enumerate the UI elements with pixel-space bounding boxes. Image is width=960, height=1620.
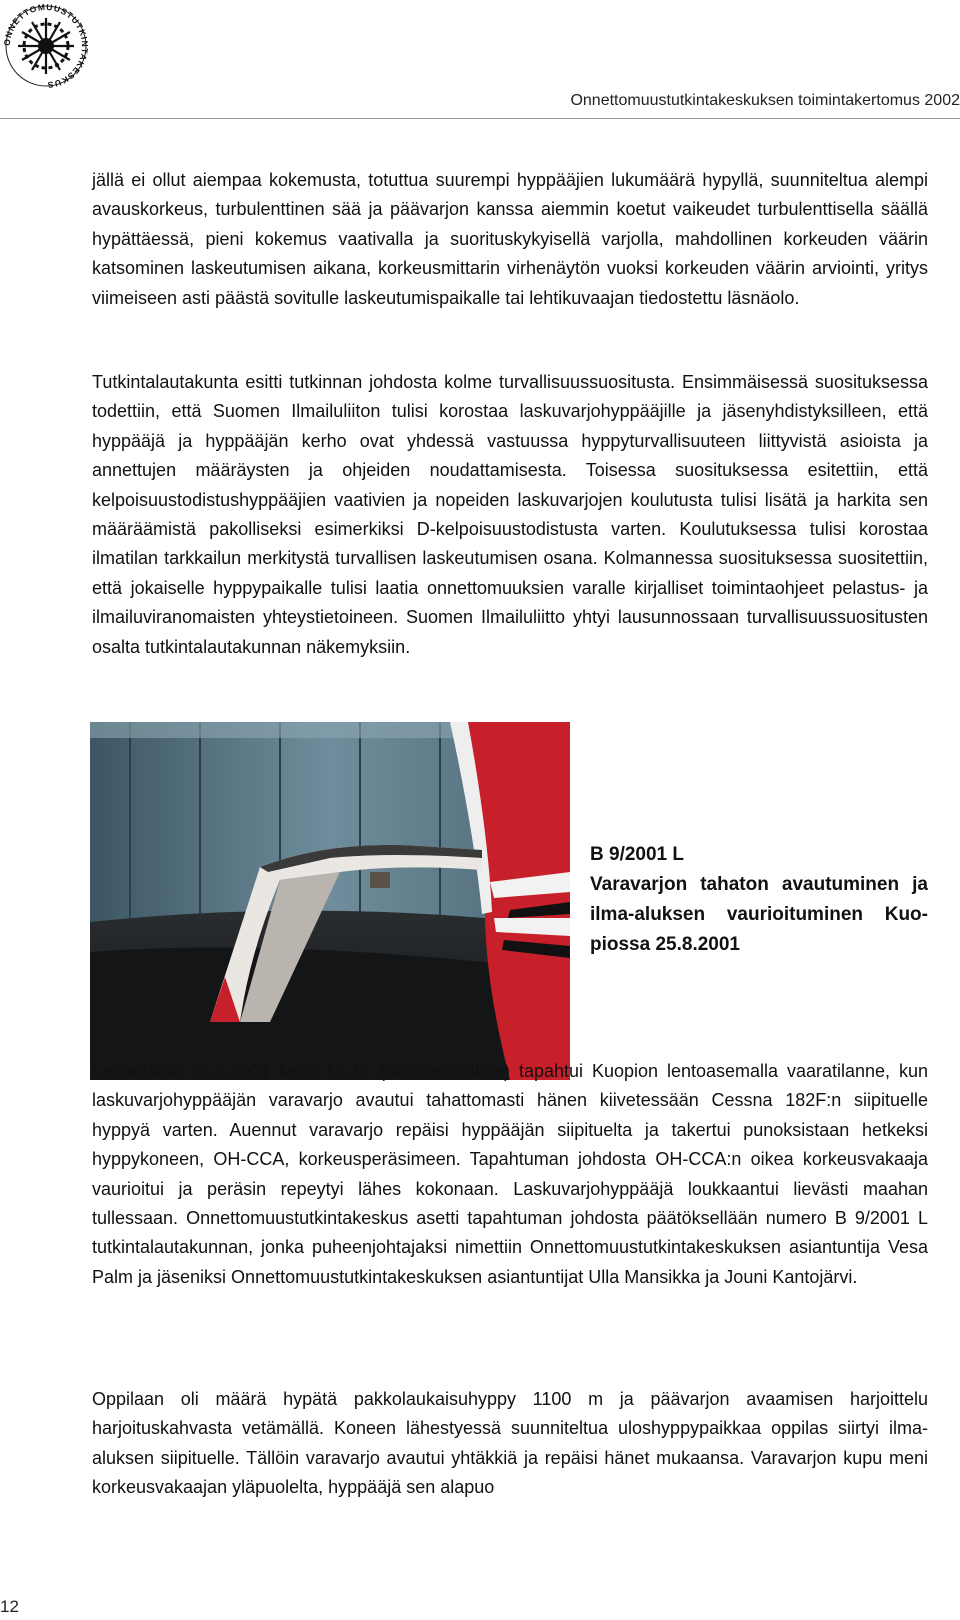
aircraft-tail-photo: [90, 722, 570, 1080]
logo-ring-text: ONNETTOMUUSTUTKINTAKESKUS: [2, 2, 90, 90]
paragraph-recommendations: Tutkintalautakunta esitti tutkinnan johdosta kolme turvallisuussuositusta. Ensimmäisessä suosituksessa todettiin, että Suomen Ilmailuliiton tulisi korostaa laskuvarjohyppääjille ja jäsenyhdistyksilleen, että hyppääjä ja hyppääjän kerho ovat yhdessä vastuussa hyppyturvallisuuteen liittyvistä asioista ja annettujen määräysten ja ohjeiden noudattamisesta. Toisessa suosituksessa esitettiin, että kelpoisuustodistushyppääjien vaativien ja nopeiden laskuvarjojen koulutusta tulisi lisätä ja harkita sen määräämistä pakolliseksi esimerkiksi D-kelpoisuustodistusta varten. Koulutuksessa tulisi korostaa ilmatilan tarkkailun merkitystä turvallisen laskeutumisen osana. Kolmannessa suosituksessa suositettiin, että jokaiselle hyppypaikalle tulisi laatia onnettomuuksien varalle kirjalliset toimintaohjeet pelastus- ja ilmailuviranomaisten yhteystietoineen. Suomen Ilmailuliitto yhtyi lausunnossaan turvallisuussuositusten osalta tutkintalautakunnan näkemyksiin.: [92, 372, 928, 657]
case-title: Varavarjon tahaton avautuminen ja ilma-aluksen vaurioituminen Kuopiossa 25.8.2001: [590, 874, 928, 955]
organization-logo: [2, 2, 90, 90]
circular-sunburst-logo-icon: [2, 2, 90, 90]
paragraph-causes: jällä ei ollut aiempaa kokemusta, totuttua suurempi hyppääjien lukumäärä hypyllä, suunniteltua alempi avauskorkeus, turbulenttinen sää ja päävarjon kanssa aiemmin koetut vaikeudet turbulenttisella säällä hypättäessä, pieni kokemus vaativalla ja suorituskykyisellä varjolla, mahdollinen korkeuden väärin katsominen laskeutumisen aikana, korkeusmittarin virhenäytön vuoksi korkeuden väärin arviointi, yritys viimeiseen asti päästä sovitulle laskeutumispaikalle tai lehtikuvaajan tiedostettu läsnäolo.: [92, 170, 928, 308]
paragraph-jump-details: Oppilaan oli määrä hypätä pakkolaukaisuhyppy 1100 m ja päävarjon avaamisen harjoittelu harjoituskahvasta vetämällä. Koneen lähestyessä suunniteltua uloshyppypaikkaa oppilas siirtyi ilma-aluksen siipituelle. Tällöin varavarjo avautui yhtäkkiä ja repäisi hänet mukaansa. Varavarjon kupu meni korkeusvakaajan yläpuolelta, hyppääjä sen alapuo: [92, 1389, 928, 1498]
damaged-aircraft-tail-photo: [90, 722, 570, 1080]
paragraph-incident: Lauantaina 25.8.2001 kello 18.12 (Suomen aikaa) tapahtui Kuopion lentoasemalla vaaratilanne, kun laskuvarjohyppääjän varavarjo avautui tahattomasti hänen kiivetessään Cessna 182F:n siipituelle hyppyä varten. Auennut varavarjo repäisi hyppääjän siipituelta ja takertui punoksistaan hetkeksi hyppykoneen, OH-CCA, korkeusperäsimeen. Tapahtuman johdosta OH-CCA:n oikea korkeusvakaaja vaurioitui ja peräsin repeytyi lähes kokonaan. Laskuvarjohyppääjä loukkaantui lievästi maahan tullessaan. Onnettomuustutkintakeskus asetti tapahtuman johdosta päätöksellään numero B 9/2001 L tutkintalautakunnan, jonka puheenjohtajaksi nimettiin Onnettomuustutkintakeskuksen asiantuntija Vesa Palm ja jäseniksi Onnettomuustutkintakeskuksen asiantuntijat Ulla Mansikka ja Jouni Kantojärvi.: [92, 1061, 928, 1287]
header-rule: [0, 118, 960, 119]
figure-caption: [590, 840, 928, 960]
page-number: 12: [0, 1597, 19, 1616]
running-header-title: Onnettomuustutkintakeskuksen toimintakertomus 2002: [570, 92, 960, 109]
case-id: B 9/2001 L: [590, 844, 684, 865]
